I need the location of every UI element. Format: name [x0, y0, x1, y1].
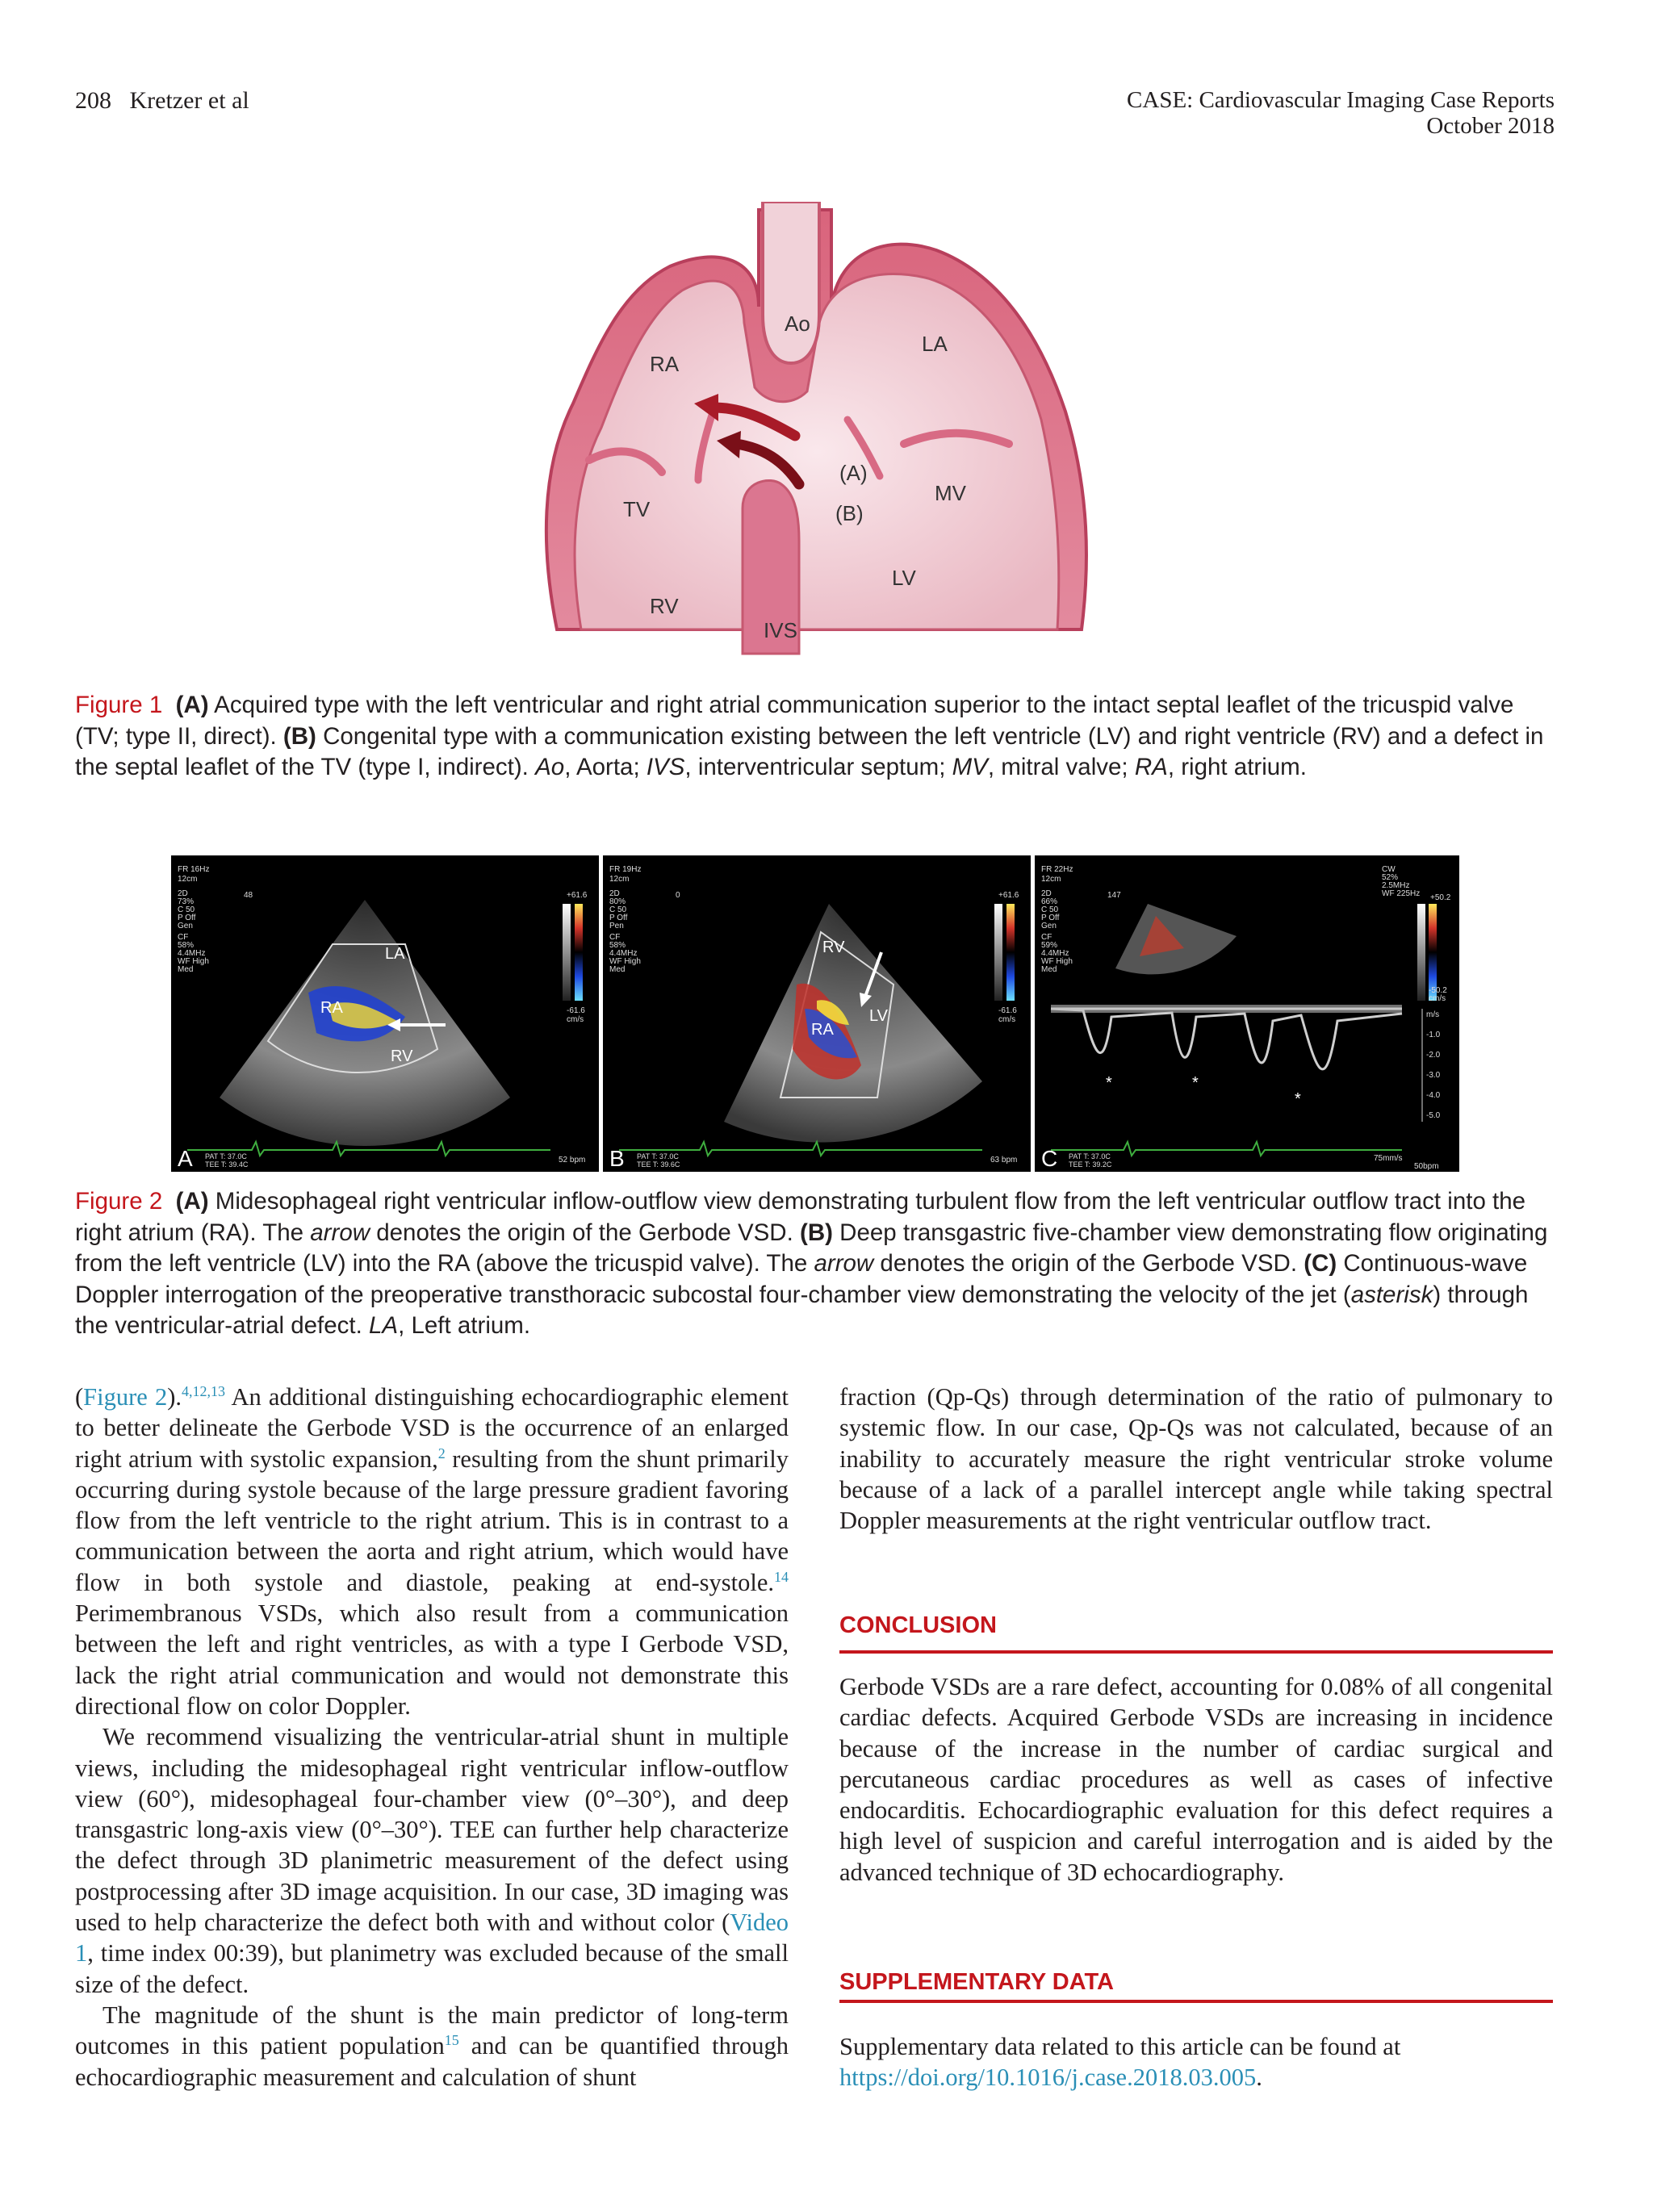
text: Supplementary data related to this article can be found at	[839, 2033, 1401, 2060]
caption-text: , Aorta;	[564, 754, 647, 780]
panel-b-pat: PAT T: 37.0C	[637, 1152, 679, 1160]
panel-c-2d: 2D	[1041, 889, 1052, 898]
axis-tick: m/s	[1426, 1010, 1440, 1019]
figure2-label: Figure 2	[75, 1188, 163, 1215]
caption-text: , interventricular septum;	[684, 754, 952, 780]
panel-a-letter: A	[178, 1146, 193, 1171]
paragraph: Gerbode VSDs are a rare defect, accounting for 0.08% of all congenital cardiac defects. Acquired Gerbode VSDs are increasing in incidence because of the increase in the number of cardiac surgical and percutaneous cardiac procedures as well as cases of infective endocarditis. Echocardiographic evaluation for this defect requires a high level of suspicion and careful interrogation and is aided by the advanced technique of 3D echocardiography.	[839, 1673, 1553, 1886]
issue-date: October 2018	[1426, 113, 1555, 139]
caption-tag-a: (A)	[175, 1188, 209, 1215]
caption-text: Continuous-wave Doppler interrogation of the preoperative transthoracic subcostal four-chamber view demonstrating the velocity of the jet (	[75, 1250, 1528, 1308]
panel-b-freq: 4.4MHz	[609, 949, 638, 958]
panel-c-cw-gain: 52%	[1382, 873, 1399, 882]
citation-ref[interactable]: 14	[774, 1568, 789, 1585]
panel-c-wf: WF High	[1041, 957, 1073, 966]
caption-tag-b: (B)	[282, 722, 316, 750]
panel-c-gain: 66%	[1041, 897, 1058, 906]
panel-c-angle: 147	[1107, 891, 1121, 900]
panel-b-tee: TEE T: 39.6C	[637, 1160, 680, 1169]
panel-b-angle: 0	[676, 891, 680, 900]
text: We recommend visualizing the ventricular-atrial shunt in multiple views, including the midesophageal right ventricular inflow-outflow view (60°), midesophageal four-chamber view (0°–30°), and deep transgastric long-axis view (0°–30°). TEE can further help characterize the defect through 3D planimetric measurement of the defect using postprocessing after 3D image acquisition. In our case, 3D imaging was used to help characterize the defect both with and without color (	[75, 1723, 789, 1937]
panel-a-cf: CF	[178, 933, 189, 942]
panel-b-gen: Pen	[609, 922, 624, 930]
panel-a-angle: 48	[244, 891, 253, 900]
caption-text: Deep transgastric five-chamber view demonstrating flow originating from the left ventricle (LV) into the RA (above the tricuspid valve). The	[75, 1219, 1548, 1277]
panel-a-p: P Off	[178, 914, 196, 922]
panel-b-med: Med	[609, 965, 626, 974]
text: and can be quantified through echocardiographic measurement and calculation of shunt	[75, 2032, 789, 2091]
panel-b-frame-rate: FR 19Hz	[609, 865, 642, 874]
figure2-caption	[75, 1186, 1554, 1342]
caption-text: ) through the ventricular-atrial defect.	[75, 1281, 1529, 1339]
figure1-caption	[75, 690, 1554, 784]
paragraph	[75, 1382, 789, 1721]
panel-b	[603, 855, 1031, 1172]
caption-text: , mitral valve;	[987, 754, 1135, 780]
text: (	[75, 1383, 84, 1411]
axis-tick: -3.0	[1426, 1071, 1441, 1080]
figure2-echo-panels	[171, 855, 1459, 1172]
label-la: LA	[922, 332, 948, 356]
panel-c-gen: Gen	[1041, 922, 1057, 930]
panel-b-wf: WF High	[609, 957, 641, 966]
citation-ref[interactable]: 15	[444, 2032, 459, 2049]
label-a: (A)	[839, 461, 868, 485]
panel-c-speed: 75mm/s	[1374, 1154, 1403, 1163]
text: The magnitude of the shunt is the main predictor of long-term outcomes in this patient population	[75, 2001, 789, 2060]
video-1-link[interactable]: Video 1	[75, 1909, 789, 1967]
paragraph	[75, 2000, 789, 2093]
panel-c-cw: CW	[1382, 865, 1396, 874]
caption-tag-a: (A)	[175, 692, 209, 718]
label-mv: MV	[935, 481, 966, 505]
panel-a-gen: Gen	[178, 922, 193, 930]
panel-a-frame-rate: FR 16Hz	[178, 865, 210, 874]
panel-a-label-la: LA	[385, 945, 405, 963]
paragraph	[839, 2031, 1553, 2093]
panel-b-gain: 80%	[609, 897, 626, 906]
panel-a-pat: PAT T: 37.0C	[205, 1152, 247, 1160]
panel-c-scale-bot: -50.2	[1429, 986, 1447, 995]
panel-b-letter: B	[609, 1146, 625, 1171]
caption-abbr: Ao	[535, 754, 565, 780]
panel-a	[171, 855, 599, 1172]
panel-b-label-lv: LV	[869, 1007, 888, 1025]
text: ).	[167, 1383, 182, 1411]
panel-c-med: Med	[1041, 965, 1057, 974]
label-ra: RA	[650, 352, 680, 376]
panel-a-scale-top: +61.6	[567, 891, 588, 900]
caption-abbr: MV	[952, 754, 988, 780]
left-column	[75, 1382, 789, 2093]
text: , time index 00:39), but planimetry was excluded because of the small size of the defect.	[75, 1939, 789, 1998]
caption-text: , right atrium.	[1167, 754, 1307, 780]
panel-c-depth: 12cm	[1041, 875, 1061, 884]
paragraph: fraction (Qp-Qs) through determination of the ratio of pulmonary to systemic flow. In our case, Qp-Qs was not calculated, because of an inability to accurately measure the right ventricular stroke volume because of a lack of a parallel intercept angle while taking spectral Doppler measurements at the right ventricular outflow tract.	[839, 1383, 1553, 1535]
panel-a-label-ra: RA	[320, 999, 343, 1017]
panel-a-wf: WF High	[178, 957, 209, 966]
panel-a-gain: 73%	[178, 897, 195, 906]
panel-c	[1035, 855, 1459, 1172]
label-tv: TV	[623, 497, 651, 521]
panel-c-tee: TEE T: 39.2C	[1069, 1160, 1112, 1169]
label-rv: RV	[650, 594, 679, 618]
label-b: (B)	[835, 501, 864, 525]
caption-abbr: RA	[1134, 754, 1168, 780]
caption-emph: asterisk	[1350, 1281, 1433, 1308]
panel-c-cf-gain: 59%	[1041, 941, 1058, 950]
right-column	[839, 1382, 1553, 1536]
caption-text: Midesophageal right ventricular inflow-outflow view demonstrating turbulent flow from the left ventricular outflow tract into the right atrium (RA). The	[75, 1188, 1526, 1246]
panel-b-c: C 50	[609, 905, 627, 914]
caption-abbr: LA	[369, 1312, 399, 1339]
panel-a-depth: 12cm	[178, 875, 198, 884]
panel-c-asterisk: *	[1192, 1074, 1199, 1092]
page-number: 208	[75, 87, 111, 114]
conclusion-text	[839, 1671, 1553, 1888]
caption-emph: arrow	[310, 1219, 370, 1246]
running-header-left	[75, 87, 249, 115]
panel-c-cw-wf: WF 225Hz	[1382, 889, 1421, 898]
caption-text: Acquired type with the left ventricular and right atrial communication superior to the intact septal leaflet of the tricuspid valve (TV; type II, direct).	[75, 692, 1514, 750]
panel-c-c: C 50	[1041, 905, 1059, 914]
caption-emph: arrow	[814, 1250, 874, 1277]
figure1-heart-illustration	[525, 202, 1106, 670]
panel-c-letter: C	[1041, 1146, 1058, 1171]
panel-a-unit: cm/s	[567, 1015, 584, 1024]
panel-b-label-ra: RA	[811, 1021, 834, 1039]
running-authors: Kretzer et al	[129, 87, 249, 114]
panel-a-tee: TEE T: 39.4C	[205, 1160, 249, 1169]
panel-c-frame-rate: FR 22Hz	[1041, 865, 1073, 874]
panel-a-2d: 2D	[178, 889, 188, 898]
panel-b-label-rv: RV	[822, 939, 845, 956]
panel-c-cf: CF	[1041, 933, 1052, 942]
label-ao: Ao	[785, 312, 810, 336]
panel-a-bpm: 52 bpm	[559, 1156, 586, 1165]
caption-text: Congenital type with a communication existing between the left ventricle (LV) and right ventricle (RV) and a defect in the septal leaflet of the TV (type I, indirect).	[75, 722, 1544, 780]
panel-b-bpm: 63 bpm	[990, 1156, 1018, 1165]
axis-tick: -2.0	[1426, 1051, 1441, 1060]
panel-a-freq: 4.4MHz	[178, 949, 206, 958]
panel-b-scale-top: +61.6	[998, 891, 1019, 900]
panel-a-med: Med	[178, 965, 194, 974]
panel-a-scale-bot: -61.6	[567, 1006, 585, 1015]
caption-text: denotes the origin of the Gerbode VSD.	[370, 1219, 801, 1246]
panel-c-pat: PAT T: 37.0C	[1069, 1152, 1111, 1160]
caption-abbr: IVS	[646, 754, 685, 780]
section-rule	[839, 1650, 1553, 1654]
text: An additional distinguishing echocardiographic element to better delineate the Gerbode VSD is the occurrence of an enlarged right atrium with systolic expansion,	[75, 1383, 789, 1473]
citation-ref[interactable]: 4,12,13	[182, 1382, 226, 1399]
supplementary-heading: SUPPLEMENTARY DATA	[839, 1969, 1114, 1995]
citation-ref[interactable]: 2	[437, 1445, 446, 1461]
caption-text: denotes the origin of the Gerbode VSD.	[873, 1250, 1304, 1277]
panel-b-scale-bot: -61.6	[998, 1006, 1017, 1015]
paragraph	[75, 1721, 789, 2000]
panel-c-asterisk: *	[1106, 1074, 1112, 1092]
axis-tick: -5.0	[1426, 1111, 1441, 1120]
journal-name: CASE: Cardiovascular Imaging Case Reports	[1127, 87, 1555, 113]
axis-tick: -1.0	[1426, 1031, 1441, 1039]
panel-c-scale-top: +50.2	[1430, 893, 1451, 902]
label-ivs: IVS	[764, 618, 797, 642]
panel-c-freq: 4.4MHz	[1041, 949, 1069, 958]
panel-c-bpm: 50bpm	[1414, 1162, 1439, 1171]
caption-tag-c: (C)	[1304, 1250, 1337, 1277]
section-rule	[839, 2000, 1553, 2003]
supplementary-text	[839, 2031, 1553, 2093]
panel-a-label-rv: RV	[391, 1047, 413, 1065]
panel-c-asterisk: *	[1295, 1090, 1301, 1108]
panel-a-c: C 50	[178, 905, 195, 914]
panel-b-depth: 12cm	[609, 875, 630, 884]
aorta	[763, 202, 819, 363]
panel-b-cf: CF	[609, 933, 621, 942]
panel-c-cw-freq: 2.5MHz	[1382, 881, 1410, 890]
conclusion-heading: CONCLUSION	[839, 1612, 997, 1638]
text: Perimembranous VSDs, which also result from a communication between the left and right ventricles, as with a type I Gerbode VSD, lack the right atrial communication and would not demonstrate this directional flow on color Doppler.	[75, 1599, 789, 1720]
panel-b-p: P Off	[609, 914, 628, 922]
text: .	[1256, 2064, 1262, 2092]
panel-a-cf-gain: 58%	[178, 941, 195, 950]
panel-c-p: P Off	[1041, 914, 1060, 922]
axis-tick: -4.0	[1426, 1091, 1441, 1100]
panel-b-unit: cm/s	[998, 1015, 1016, 1024]
figure1-label: Figure 1	[75, 692, 163, 718]
panel-c-unit: cm/s	[1429, 994, 1446, 1003]
label-lv: LV	[892, 566, 916, 590]
caption-tag-b: (B)	[800, 1219, 833, 1246]
caption-text: , Left atrium.	[398, 1312, 531, 1339]
running-header-right	[1127, 87, 1555, 139]
panel-b-2d: 2D	[609, 889, 620, 898]
doi-link[interactable]: https://doi.org/10.1016/j.case.2018.03.005	[839, 2064, 1257, 2092]
text: resulting from the shunt primarily occurring during systole because of the large pressure gradient favoring flow from the left ventricle to the right atrium. This is in contrast to a communication between the aorta and right atrium, which would have flow in both systole and diastole, peaking at end-systole.	[75, 1445, 789, 1596]
figure-2-link[interactable]: Figure 2	[83, 1383, 168, 1411]
panel-b-cf-gain: 58%	[609, 941, 626, 950]
